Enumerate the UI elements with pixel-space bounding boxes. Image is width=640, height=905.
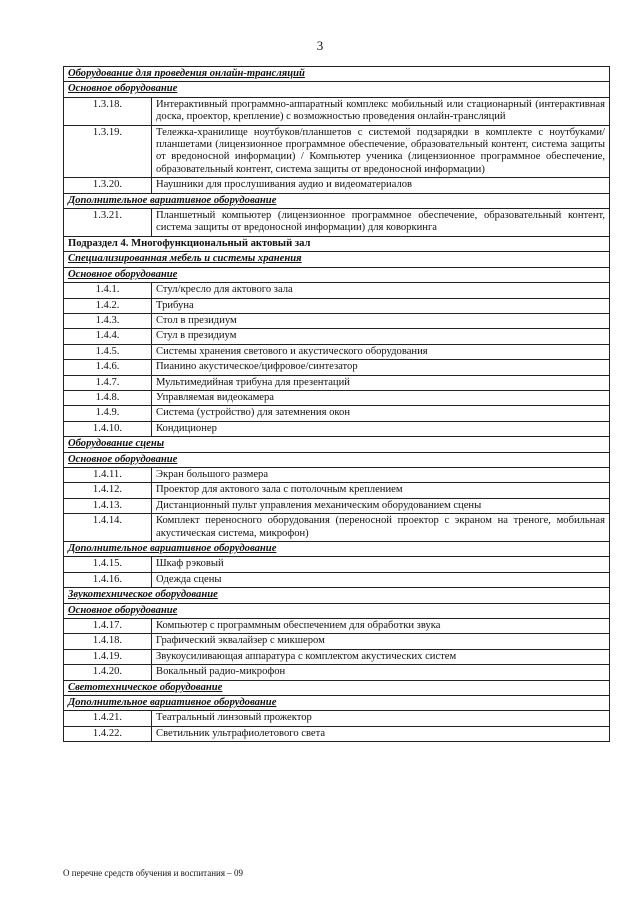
category-heading: Оборудование сцены: [64, 437, 610, 452]
item-description: Стул в президиум: [152, 329, 610, 344]
table-row: [64, 360, 610, 375]
item-description: Планшетный компьютер (лицензионное программное обеспечение, образовательный контент, система защиты от вредоносной информации) для коворкинга: [152, 209, 610, 237]
category-row: [64, 267, 610, 282]
table-row: [64, 572, 610, 587]
item-description: Стул/кресло для актового зала: [152, 283, 610, 298]
table-row: [64, 467, 610, 482]
item-description: Кондиционер: [152, 421, 610, 436]
item-number: 1.4.6.: [64, 360, 152, 375]
item-number: 1.3.19.: [64, 125, 152, 178]
table-row: [64, 649, 610, 664]
category-heading: Основное оборудование: [64, 82, 610, 97]
item-number: 1.4.14.: [64, 514, 152, 542]
table-row: [64, 634, 610, 649]
item-number: 1.4.10.: [64, 421, 152, 436]
item-number: 1.4.2.: [64, 298, 152, 313]
table-row: [64, 97, 610, 125]
item-number: 1.4.21.: [64, 711, 152, 726]
subsection-row: [64, 236, 610, 251]
table-row: [64, 711, 610, 726]
table-row: [64, 125, 610, 178]
category-heading: Основное оборудование: [64, 452, 610, 467]
item-number: 1.3.21.: [64, 209, 152, 237]
category-row: [64, 193, 610, 208]
item-description: Комплект переносного оборудования (переносной проектор с экраном на треноге, мобильная акустическая система, микрофон): [152, 514, 610, 542]
table-row: [64, 483, 610, 498]
item-number: 1.4.15.: [64, 557, 152, 572]
table-row: [64, 406, 610, 421]
item-number: 1.3.18.: [64, 97, 152, 125]
item-description: Шкаф рэковый: [152, 557, 610, 572]
item-description: Пианино акустическое/цифровое/синтезатор: [152, 360, 610, 375]
subsection-heading: Подраздел 4. Многофункциональный актовый зал: [64, 236, 610, 251]
category-row: [64, 437, 610, 452]
category-row: [64, 542, 610, 557]
item-description: Вокальный радио-микрофон: [152, 665, 610, 680]
category-row: [64, 696, 610, 711]
item-number: 1.4.12.: [64, 483, 152, 498]
footer-text: О перечне средств обучения и воспитания – 09: [63, 868, 243, 878]
category-row: [64, 603, 610, 618]
item-number: 1.4.16.: [64, 572, 152, 587]
table-row: [64, 665, 610, 680]
item-description: Проектор для актового зала с потолочным креплением: [152, 483, 610, 498]
category-row: [64, 67, 610, 82]
table-row: [64, 209, 610, 237]
category-row: [64, 252, 610, 267]
item-number: 1.4.1.: [64, 283, 152, 298]
category-heading: Основное оборудование: [64, 603, 610, 618]
table-row: [64, 514, 610, 542]
table-row: [64, 557, 610, 572]
item-number: 1.3.20.: [64, 178, 152, 193]
item-description: Дистанционный пульт управления механическим оборудованием сцены: [152, 498, 610, 513]
table-row: [64, 178, 610, 193]
item-description: Стол в президиум: [152, 313, 610, 328]
item-number: 1.4.20.: [64, 665, 152, 680]
equipment-table-body: [64, 67, 610, 742]
table-row: [64, 313, 610, 328]
table-row: [64, 619, 610, 634]
category-heading: Основное оборудование: [64, 267, 610, 282]
category-row: [64, 452, 610, 467]
item-number: 1.4.17.: [64, 619, 152, 634]
item-number: 1.4.11.: [64, 467, 152, 482]
equipment-table: [63, 66, 610, 742]
category-heading: Дополнительное вариативное оборудование: [64, 542, 610, 557]
table-row: [64, 344, 610, 359]
item-description: Управляемая видеокамера: [152, 390, 610, 405]
category-heading: Светотехническое оборудование: [64, 680, 610, 695]
category-heading: Дополнительное вариативное оборудование: [64, 696, 610, 711]
item-description: Мультимедийная трибуна для презентаций: [152, 375, 610, 390]
table-row: [64, 375, 610, 390]
item-number: 1.4.4.: [64, 329, 152, 344]
table-row: [64, 329, 610, 344]
category-heading: Звукотехническое оборудование: [64, 588, 610, 603]
category-heading: Оборудование для проведения онлайн-трансляций: [64, 67, 610, 82]
item-description: Графический эквалайзер с микшером: [152, 634, 610, 649]
item-description: Наушники для прослушивания аудио и видеоматериалов: [152, 178, 610, 193]
item-number: 1.4.22.: [64, 726, 152, 741]
item-number: 1.4.13.: [64, 498, 152, 513]
item-description: Экран большого размера: [152, 467, 610, 482]
item-description: Тележка-хранилище ноутбуков/планшетов с системой подзарядки в комплекте с ноутбуками/планшетами (лицензионное программное обеспечение, образовательный контент, система защиты от вредоносной информации) / Компьютер ученика (лицензионное программное обеспечение, образовательный контент, система защиты от вредоносной информации): [152, 125, 610, 178]
category-row: [64, 588, 610, 603]
table-row: [64, 390, 610, 405]
item-number: 1.4.8.: [64, 390, 152, 405]
page-number: 3: [316, 38, 324, 53]
table-row: [64, 498, 610, 513]
item-description: Светильник ультрафиолетового света: [152, 726, 610, 741]
category-row: [64, 82, 610, 97]
item-description: Система (устройство) для затемнения окон: [152, 406, 610, 421]
category-heading: Специализированная мебель и системы хранения: [64, 252, 610, 267]
table-row: [64, 298, 610, 313]
item-number: 1.4.5.: [64, 344, 152, 359]
table-row: [64, 421, 610, 436]
table-row: [64, 726, 610, 741]
table-row: [64, 283, 610, 298]
item-description: Одежда сцены: [152, 572, 610, 587]
item-description: Системы хранения светового и акустического оборудования: [152, 344, 610, 359]
item-description: Звукоусиливающая аппаратура с комплектом акустических систем: [152, 649, 610, 664]
item-number: 1.4.7.: [64, 375, 152, 390]
item-number: 1.4.18.: [64, 634, 152, 649]
item-number: 1.4.19.: [64, 649, 152, 664]
item-description: Трибуна: [152, 298, 610, 313]
item-description: Театральный линзовый прожектор: [152, 711, 610, 726]
item-description: Компьютер с программным обеспечением для обработки звука: [152, 619, 610, 634]
item-number: 1.4.9.: [64, 406, 152, 421]
item-number: 1.4.3.: [64, 313, 152, 328]
item-description: Интерактивный программно-аппаратный комплекс мобильный или стационарный (интерактивная доска, проектор, крепление) с возможностью проведения онлайн-трансляций: [152, 97, 610, 125]
category-heading: Дополнительное вариативное оборудование: [64, 193, 610, 208]
category-row: [64, 680, 610, 695]
